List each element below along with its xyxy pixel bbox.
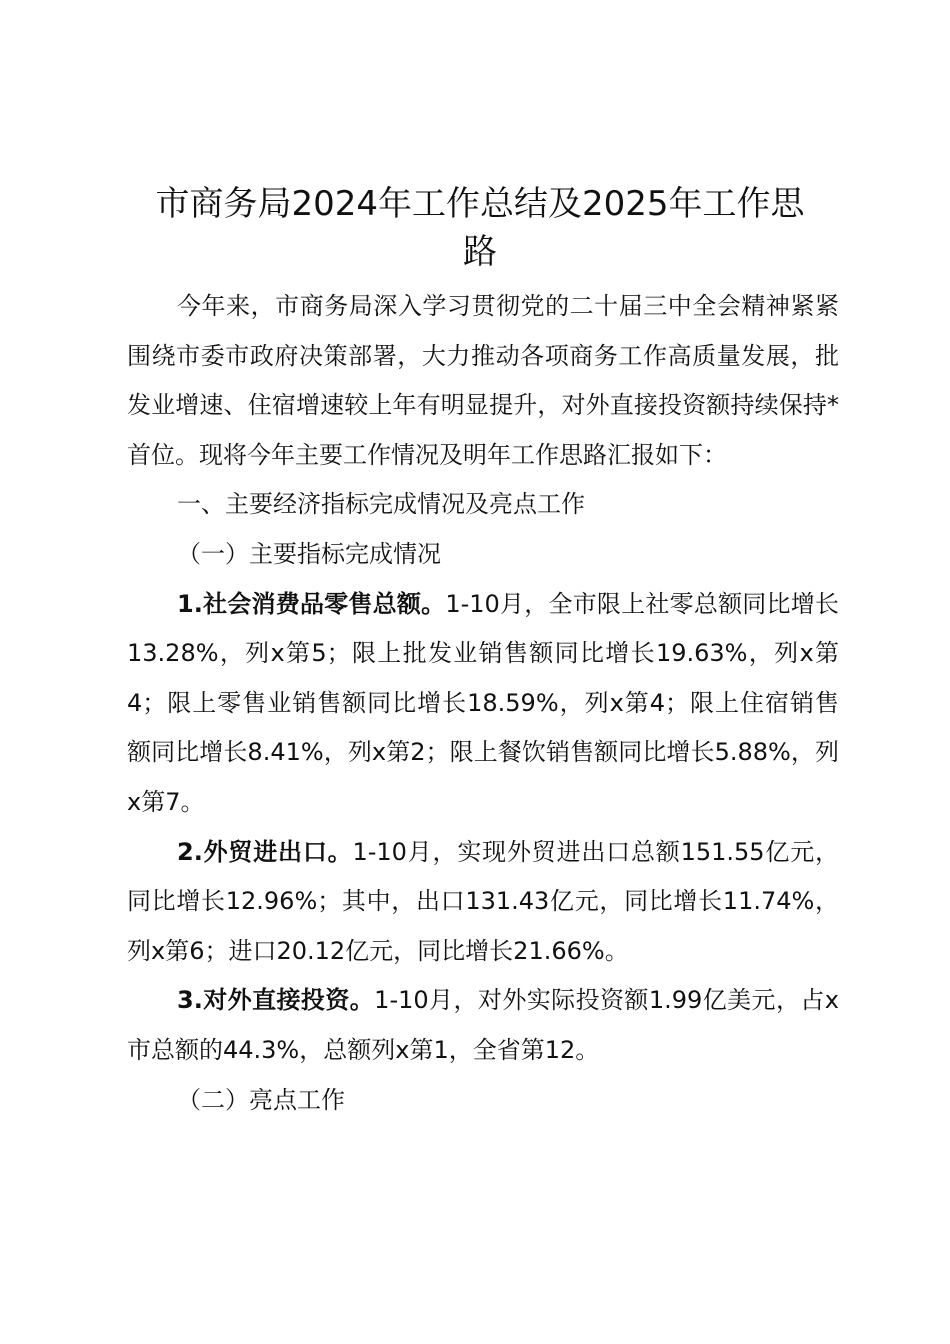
- title-line-2: 路: [463, 232, 497, 272]
- subsection-heading-1: （一）主要指标完成情况: [177, 539, 441, 568]
- item-3-lead: 3.对外直接投资。: [177, 986, 375, 1015]
- item-2-text: 1-10月，实现外贸进出口总额151.55亿元，同比增长12.96%；其中，出口131.43亿元，同比增长11.74%，列x第6；进口20.12亿元，同比增长21.66%。: [127, 837, 839, 965]
- document-title: [110, 180, 850, 276]
- item-3-text: 1-10月，对外实际投资额1.99亿美元，占x市总额的44.3%，总额列x第1，全省第12。: [127, 986, 839, 1064]
- item-2-lead: 2.外贸进出口。: [177, 837, 353, 866]
- item-paragraph-3: [127, 976, 839, 1075]
- item-paragraph-1: [127, 580, 839, 828]
- item-1-lead: 1.社会消费品零售总额。: [177, 589, 446, 618]
- intro-paragraph: 今年来，市商务局深入学习贯彻党的二十届三中全会精神紧紧围绕市委市政府决策部署，大力推动各项商务工作高质量发展，批发业增速、住宿增速较上年有明显提升，对外直接投资额持续保持*首位。现将今年主要工作情况及明年工作思路汇报如下：: [127, 292, 839, 469]
- title-line-1: 市商务局2024年工作总结及2025年工作思: [155, 184, 805, 224]
- item-1-text: 1-10月，全市限上社零总额同比增长13.28%，列x第5；限上批发业销售额同比增长19.63%，列x第4；限上零售业销售额同比增长18.59%，列x第4；限上住宿销售额同比增长8.41%，列x第2；限上餐饮销售额同比增长5.88%，列x第7。: [127, 589, 839, 816]
- item-paragraph-2: [127, 828, 839, 977]
- subsection-heading-2: （二）亮点工作: [177, 1085, 345, 1114]
- document-body: [127, 282, 839, 1125]
- section-heading-1: 一、主要经济指标完成情况及亮点工作: [177, 490, 585, 519]
